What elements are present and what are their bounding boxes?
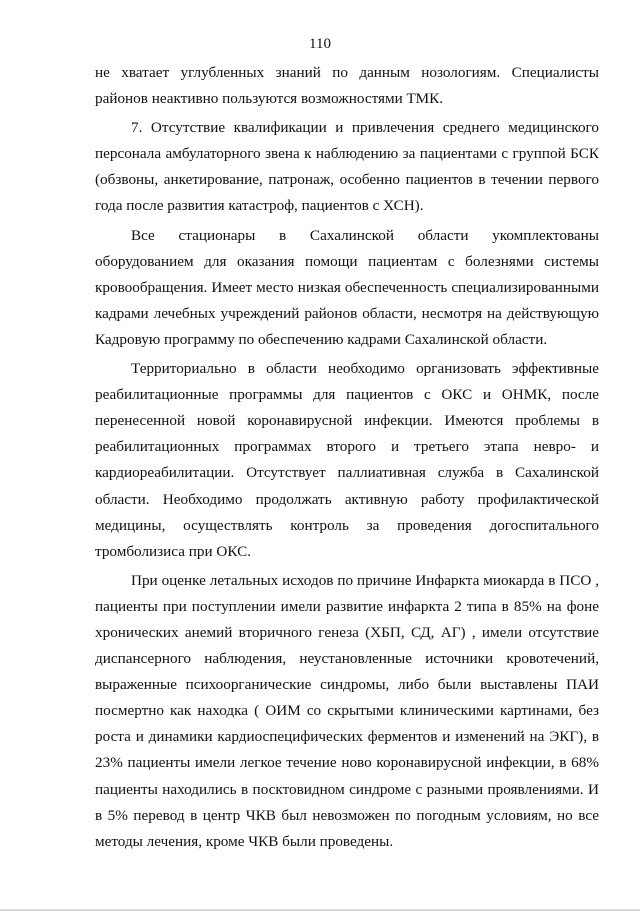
paragraph-3: Все стационары в Сахалинской области укомплектованы оборудованием для оказания помощи пациентам с болезнями системы кровообращения. Имеет место низкая обеспеченность специализированными кадрами лечебных учреждений районов области, несмотря на действующую Кадровую программу по обеспечению кадрами Сахалинской области. — [95, 226, 599, 348]
paragraph-1: не хватает углубленных знаний по данным нозологиям. Специалисты районов неактивно пользуются возможностями ТМК. — [95, 64, 599, 108]
paragraph-5: При оценке летальных исходов по причине Инфаркта миокарда в ПСО , пациенты при поступлении имели развитие инфаркта 2 типа в 85% на фоне хронических анемий вторичного генеза (ХБП, СД, АГ) , имели отсутствие диспансерного наблюдения, неустановленные источники кровотечений, выраженные психоорганические синдромы, либо были выставлены ПАИ посмертно как находка ( ОИМ со скрытыми клиническими картинами, без роста и динамики кардиоспецифических ферментов и изменений на ЭКГ), в 23% пациенты имели легкое течение ново коронавирусной инфекции, в 68% пациенты находились в посктовидном синдроме с разными проявлениями. И в 5% перевод в центр ЧКВ был невозможен по погодным условиям, но все методы лечения, кроме ЧКВ были проведены. — [95, 571, 599, 850]
page-number: 110 — [309, 36, 331, 52]
document-body — [95, 60, 599, 858]
paragraph-2: 7. Отсутствие квалификации и привлечения среднего медицинского персонала амбулаторного звена к наблюдению за пациентами с группой БСК (обзвоны, анкетирование, патронаж, особенно пациентов в течении первого года после развития катастроф, пациентов с ХСН). — [95, 119, 599, 215]
paragraph-4: Территориально в области необходимо организовать эффективные реабилитационные программы для пациентов с ОКС и ОНМК, после перенесенной новой коронавирусной инфекции. Имеются проблемы в реабилитационных программах второго и третьего этапа невро- и кардиореабилитации. Отсутствует паллиативная служба в Сахалинской области. Необходимо продолжать активную работу профилактической медицины, осуществлять контроль за проведения догоспитального тромболизиса при ОКС. — [95, 360, 599, 560]
